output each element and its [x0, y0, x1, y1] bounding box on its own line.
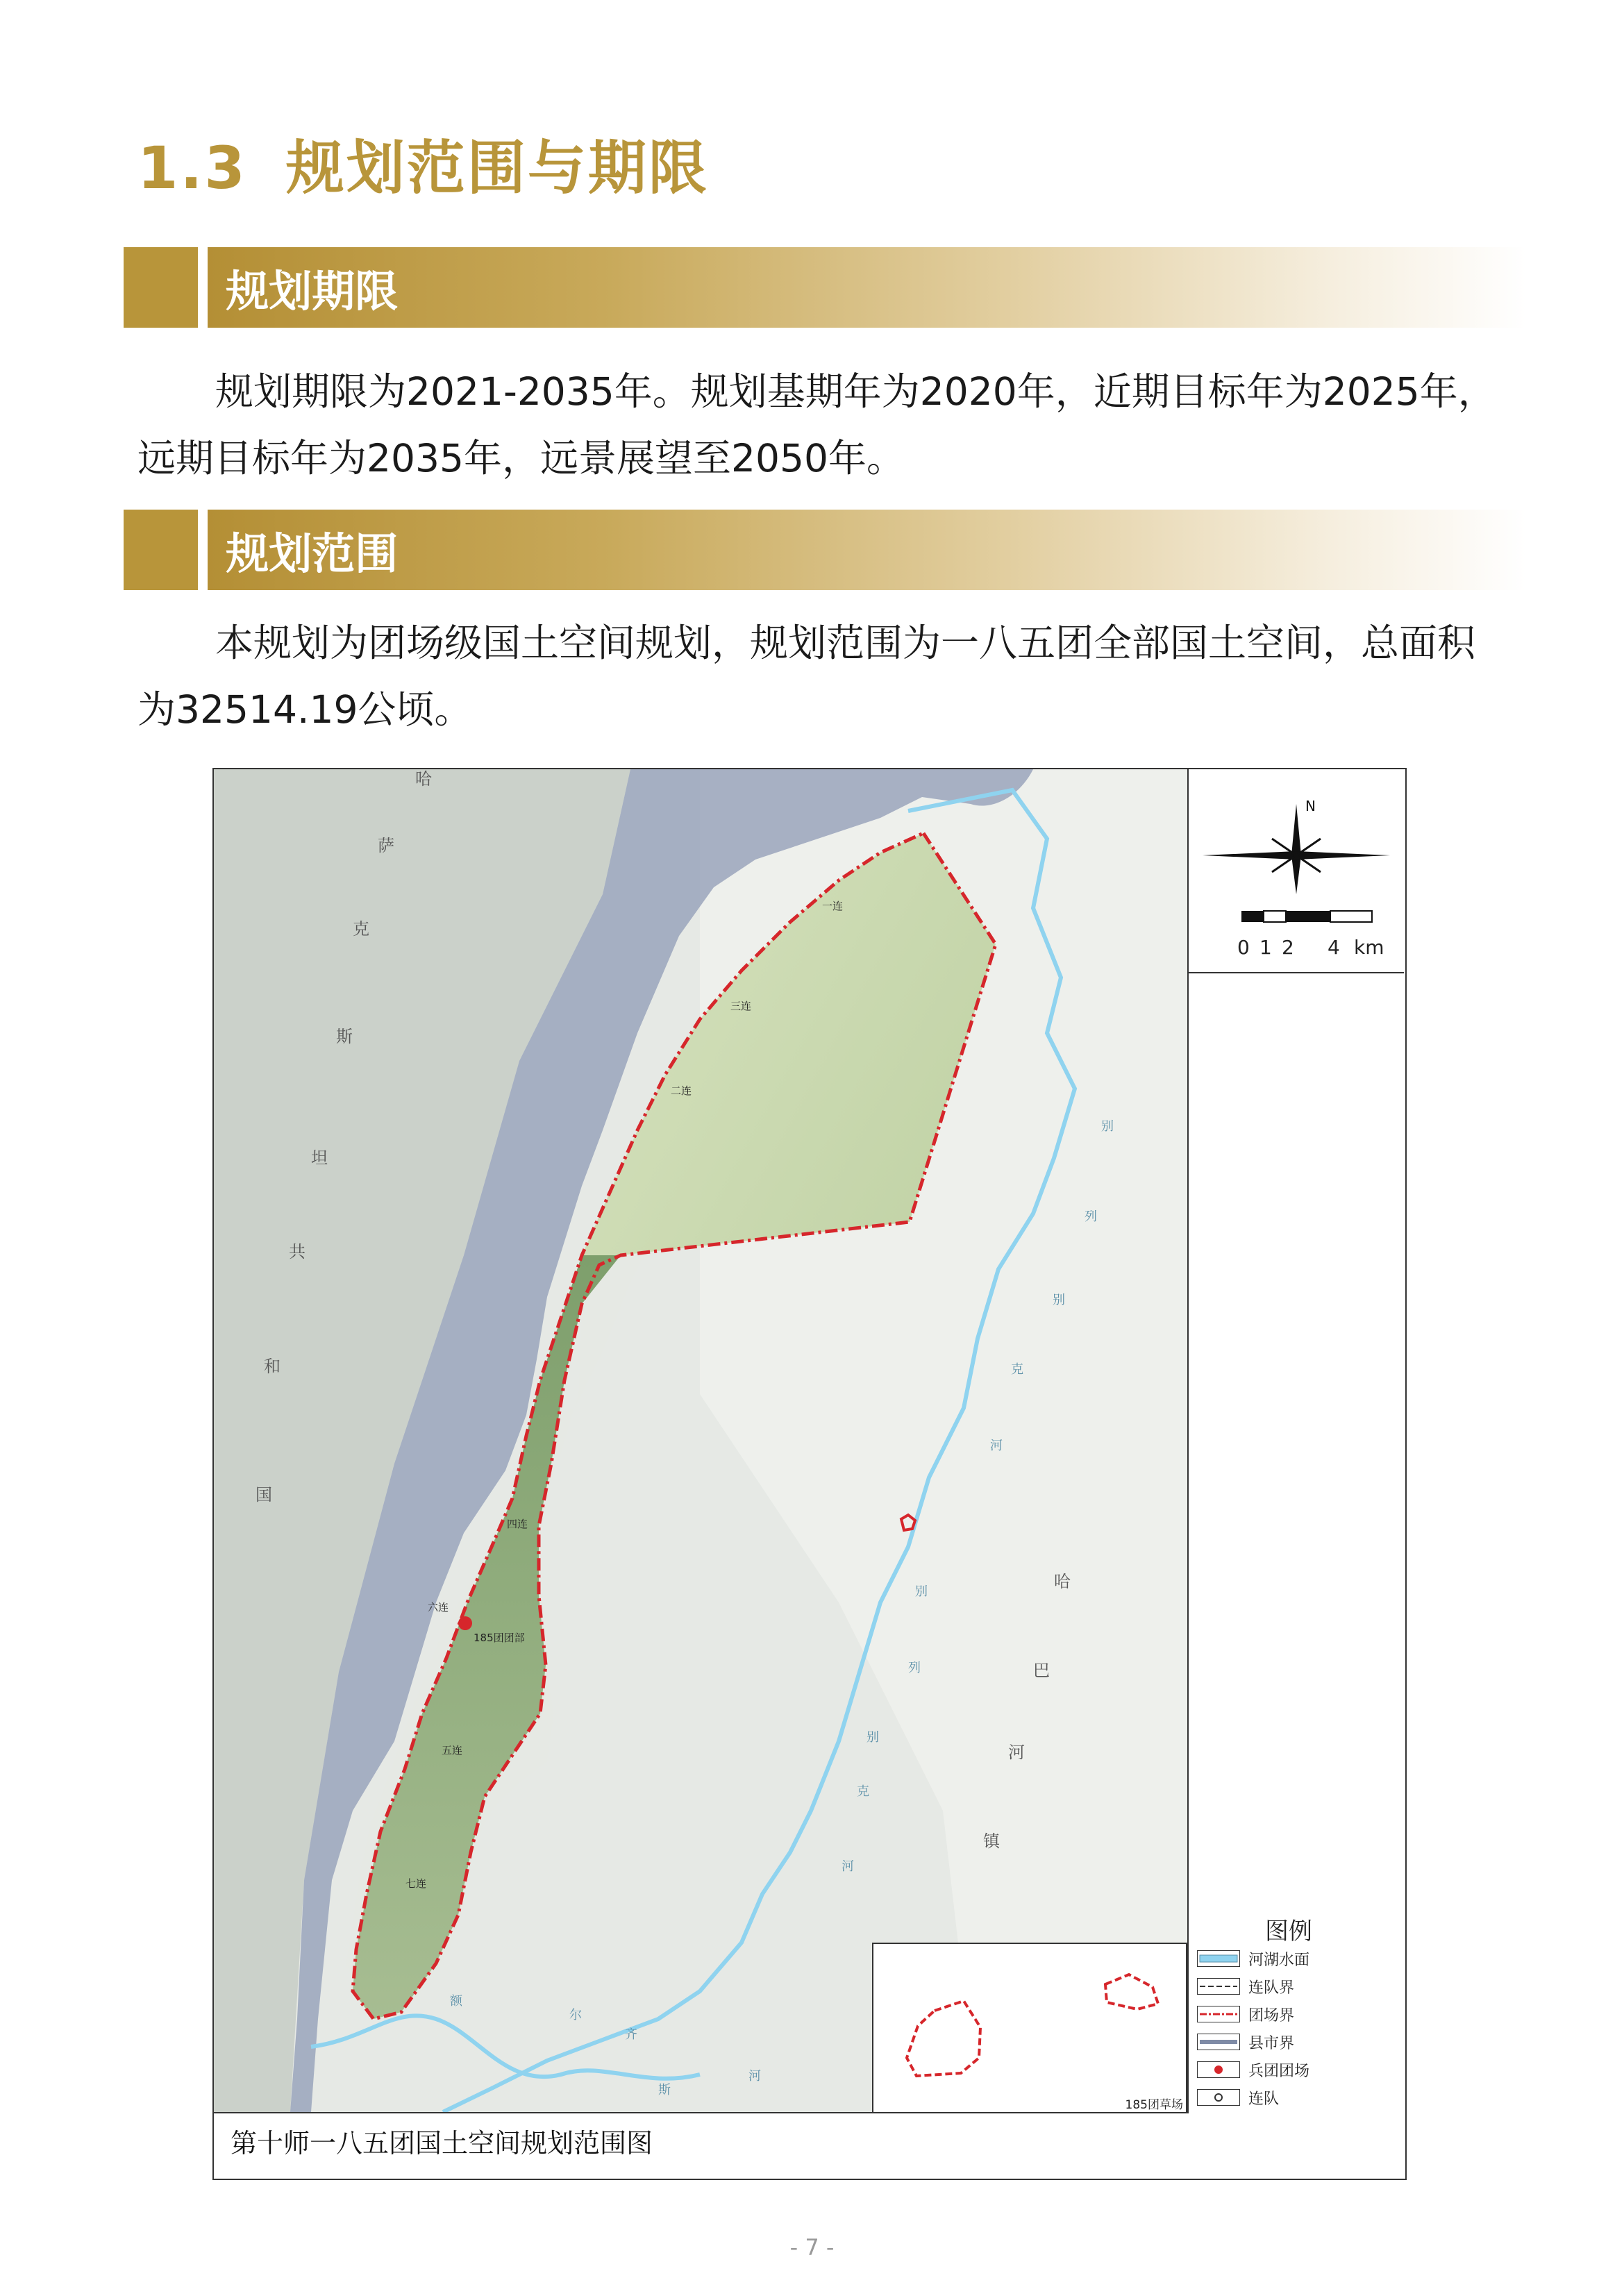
scale-label: 0 [1237, 936, 1250, 959]
river-char: 别 [1053, 1293, 1065, 1307]
scale-label: 2 [1282, 936, 1294, 959]
company-label: 四连 [507, 1518, 528, 1530]
heading-number: 1.3 [137, 134, 247, 202]
company-label: 七连 [405, 1877, 427, 1890]
region-char: 哈 [1054, 1572, 1071, 1591]
scale-label: 1 [1259, 936, 1272, 959]
legend-item-regiment-boundary: 团场界 [1197, 2004, 1294, 2025]
map-caption: 第十师一八五团国土空间规划范围图 [231, 2128, 653, 2159]
scale-bar-seg [1241, 911, 1264, 922]
region-char: 哈 [415, 769, 432, 789]
scale-bar-seg [1264, 911, 1286, 922]
river-char: 额 [450, 1994, 462, 2009]
section-title-period: 规划期限 [226, 266, 399, 317]
river-char: 尔 [569, 2008, 582, 2022]
paragraph-scope: 本规划为团场级国土空间规划，规划范围为一八五团全部国土空间，总面积为32514.19公顷。 [137, 621, 1476, 732]
company-label: 五连 [442, 1744, 463, 1757]
region-char: 和 [264, 1357, 281, 1376]
legend-item-county-boundary: 县市界 [1197, 2031, 1294, 2052]
chapter-heading [137, 121, 709, 206]
regiment-hq-marker [458, 1616, 472, 1630]
regiment-symbol-icon [1197, 2061, 1240, 2078]
north-label: N [1305, 798, 1316, 814]
river-char: 列 [908, 1661, 921, 1675]
water-symbol-icon [1197, 1950, 1240, 1967]
river-char: 河 [990, 1439, 1003, 1453]
inset-label: 185团草场 [1125, 2098, 1183, 2112]
page-number: - 7 - [789, 2234, 835, 2261]
regiment-boundary-symbol-icon [1197, 2006, 1240, 2022]
region-char: 斯 [336, 1027, 353, 1046]
inset-boundary-2 [1105, 1975, 1158, 2009]
north-arrow-icon [1291, 804, 1301, 894]
map-canvas [214, 769, 1187, 2112]
region-char: 克 [353, 919, 369, 939]
legend-item-company-boundary: 连队界 [1197, 1976, 1294, 1997]
company-label: 一连 [822, 900, 844, 912]
legend-item-company: 连队 [1197, 2087, 1279, 2108]
scale-label: 4 [1328, 936, 1340, 959]
county-boundary-symbol-icon [1197, 2034, 1240, 2050]
river-char: 克 [857, 1784, 869, 1799]
section-bar-scope [124, 510, 1526, 590]
legend-item-water: 河湖水面 [1197, 1948, 1309, 1969]
company-label: 六连 [428, 1601, 449, 1614]
inset-map [872, 1943, 1187, 2113]
legend-item-regiment: 兵团团场 [1197, 2059, 1309, 2080]
region-char: 巴 [1033, 1661, 1050, 1680]
company-boundary-symbol-icon [1197, 1978, 1240, 1995]
scale-bar-seg [1330, 911, 1372, 922]
region-char: 河 [1008, 1743, 1025, 1762]
map-figure [212, 768, 1407, 2180]
region-char: 坦 [311, 1148, 328, 1168]
map-legend [1189, 1904, 1404, 2112]
river-char: 别 [1101, 1119, 1114, 1134]
section-marker [124, 510, 198, 590]
river-char: 别 [867, 1730, 879, 1745]
river-char: 克 [1011, 1362, 1023, 1377]
scale-bar-seg [1286, 911, 1330, 922]
river-char: 河 [748, 2069, 761, 2084]
section-title-scope: 规划范围 [226, 528, 399, 579]
company-label: 三连 [730, 1000, 752, 1012]
river-char: 别 [915, 1584, 928, 1599]
compass-canvas [1189, 769, 1404, 936]
river-char: 齐 [625, 2027, 637, 2042]
river-char: 列 [1085, 1209, 1097, 1224]
region-char: 国 [256, 1485, 272, 1505]
region-char: 镇 [983, 1832, 1000, 1851]
river-char: 斯 [658, 2083, 671, 2097]
inset-canvas [873, 1944, 1186, 2112]
company-label: 185团团部 [474, 1632, 525, 1644]
section-bar-period [124, 247, 1526, 328]
company-label: 二连 [671, 1084, 692, 1097]
section-band [208, 247, 1526, 328]
section-marker [124, 247, 198, 328]
scale-label: km [1354, 936, 1384, 959]
river-char: 河 [842, 1859, 854, 1874]
heading-title: 规划范围与期限 [285, 134, 709, 202]
legend-title: 图例 [1265, 1918, 1312, 1945]
company-symbol-icon [1197, 2089, 1240, 2106]
region-char: 共 [289, 1242, 305, 1262]
inset-boundary-1 [907, 2001, 980, 2076]
region-char: 萨 [378, 836, 394, 855]
north-arrow-panel [1189, 769, 1404, 973]
section-band [208, 510, 1526, 590]
paragraph-period: 规划期限为2021-2035年。规划基期年为2020年，近期目标年为2025年，远期目标年为2035年，远景展望至2050年。 [137, 369, 1496, 480]
map-image [214, 769, 1189, 2113]
